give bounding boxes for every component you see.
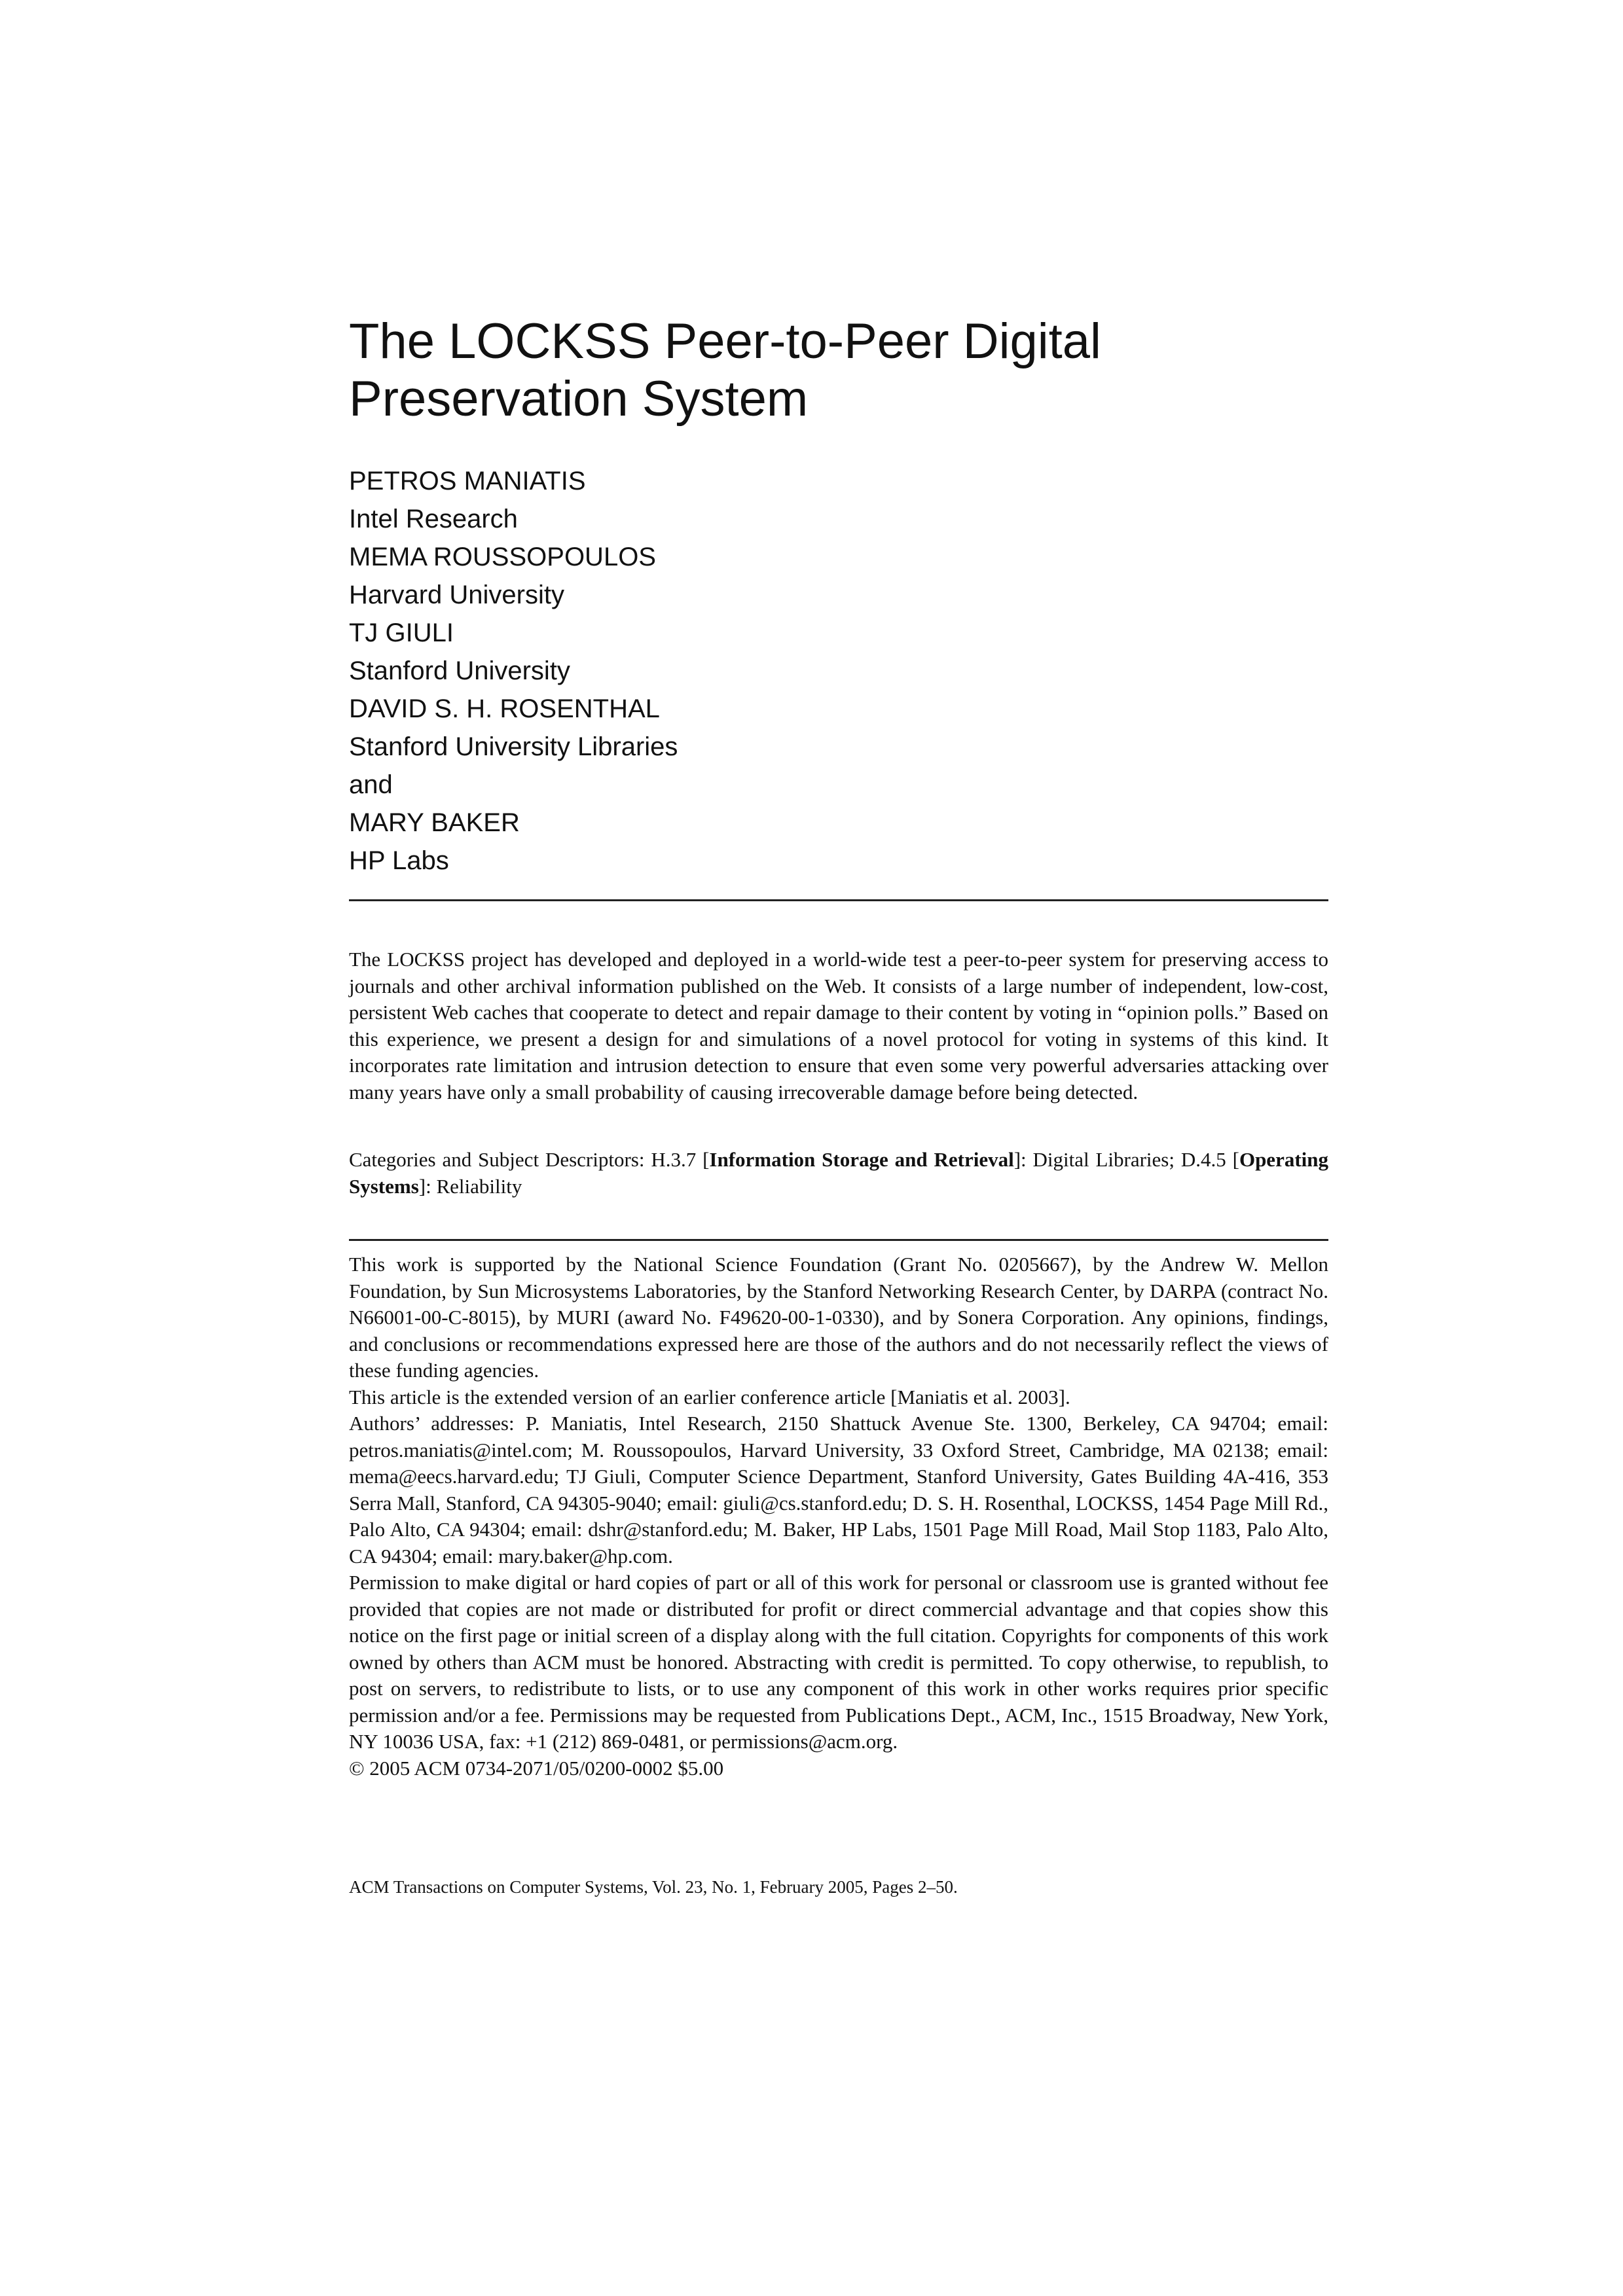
author-conjunction: and — [349, 770, 393, 799]
journal-footer: ACM Transactions on Computer Systems, Vol. 23, No. 1, February 2005, Pages 2–50. — [349, 1877, 958, 1897]
categories-mid: ]: Digital Libraries; D.4.5 [ — [1013, 1148, 1239, 1171]
paper-title — [349, 313, 1331, 428]
categories-prefix: Categories and Subject Descriptors: H.3.7 [ — [349, 1148, 710, 1171]
title-line-1: The LOCKSS Peer-to-Peer Digital — [349, 314, 1101, 369]
abstract: The LOCKSS project has developed and deployed in a world-wide test a peer-to-peer system for preserving access to journals and other archival information published on the Web. It consists of a large number of independent, low-cost, persistent Web caches that cooperate to detect and repair damage to their content by voting in “opinion polls.” Based on this experience, we present a design for and simulations of a novel protocol for voting in systems of this kind. It incorporates rate limitation and intrusion detection to ensure that even some very powerful adversaries attacking over many years have only a small probability of causing irrecoverable damage before being detected. — [349, 948, 1328, 1103]
funding-note: This work is supported by the National Science Foundation (Grant No. 0205667), by the Andrew W. Mellon Foundation, by Sun Microsystems Laboratories, by the Stanford Networking Research Center, by DARPA (contract No. N66001-00-C-8015), by MURI (award No. F49620-00-1-0330), and by Sonera Corporation. Any opinions, findings, and conclusions or recommendations expressed here are those of the authors and do not necessarily reflect the views of these funding agencies. — [349, 1253, 1328, 1382]
permission-notice: Permission to make digital or hard copies of part or all of this work for personal or classroom use is granted without fee provided that copies are not made or distributed for profit or direct commercial advantage and that copies show this notice on the first page or initial screen of a display along with the full citation. Copyrights for components of this work owned by others than ACM must be honored. Abstracting with credit is permitted. To copy otherwise, to republish, to post on servers, to redistribute to lists, or to use any component of this work in other works requires prior specific permission and/or a fee. Permissions may be requested from Publications Dept., ACM, Inc., 1515 Broadway, New York, NY 10036 USA, fax: +1 (212) 869-0481, or permissions@acm.org. — [349, 1571, 1328, 1753]
author-affiliation: Harvard University — [349, 581, 564, 609]
author-name: TJ GIULI — [349, 619, 454, 647]
categories-descriptors — [349, 1147, 1328, 1200]
author-affiliation: Stanford University Libraries — [349, 732, 678, 761]
divider-footnotes — [349, 1239, 1328, 1241]
extended-version-note: This article is the extended version of an earlier conference article [Maniatis et al. 2003]. — [349, 1385, 1070, 1408]
author-affiliation: Intel Research — [349, 505, 518, 533]
title-line-2: Preservation System — [349, 371, 809, 427]
footnotes — [349, 1251, 1328, 1782]
author-block — [349, 462, 1331, 880]
divider-top — [349, 899, 1328, 901]
categories-suffix: ]: Reliability — [418, 1174, 522, 1198]
author-affiliation: Stanford University — [349, 656, 570, 685]
category-bold-1: Information Storage and Retrieval — [709, 1148, 1014, 1171]
author-name: DAVID S. H. ROSENTHAL — [349, 694, 660, 723]
category-bold-2: Operating Systems — [349, 1148, 1329, 1198]
author-affiliation: HP Labs — [349, 846, 449, 875]
author-name: MEMA ROUSSOPOULOS — [349, 543, 656, 571]
author-name: PETROS MANIATIS — [349, 467, 586, 495]
copyright-line: © 2005 ACM 0734-2071/05/0200-0002 $5.00 — [349, 1756, 724, 1780]
author-name: MARY BAKER — [349, 808, 520, 837]
authors-addresses: Authors’ addresses: P. Maniatis, Intel Research, 2150 Shattuck Avenue Ste. 1300, Berkeley, CA 94704; email: petros.maniatis@intel.com; M. Roussopoulos, Harvard University, 33 Oxford Street, Cambridge, MA 02138; email: mema@eecs.harvard.edu; TJ Giuli, Computer Science Department, Stanford University, Gates Building 4A-416, 353 Serra Mall, Stanford, CA 94305-9040; email: giuli@cs.stanford.edu; D. S. H. Rosenthal, LOCKSS, 1454 Page Mill Rd., Palo Alto, CA 94304; email: dshr@stanford.edu; M. Baker, HP Labs, 1501 Page Mill Road, Mail Stop 1183, Palo Alto, CA 94304; email: mary.baker@hp.com. — [349, 1412, 1328, 1568]
